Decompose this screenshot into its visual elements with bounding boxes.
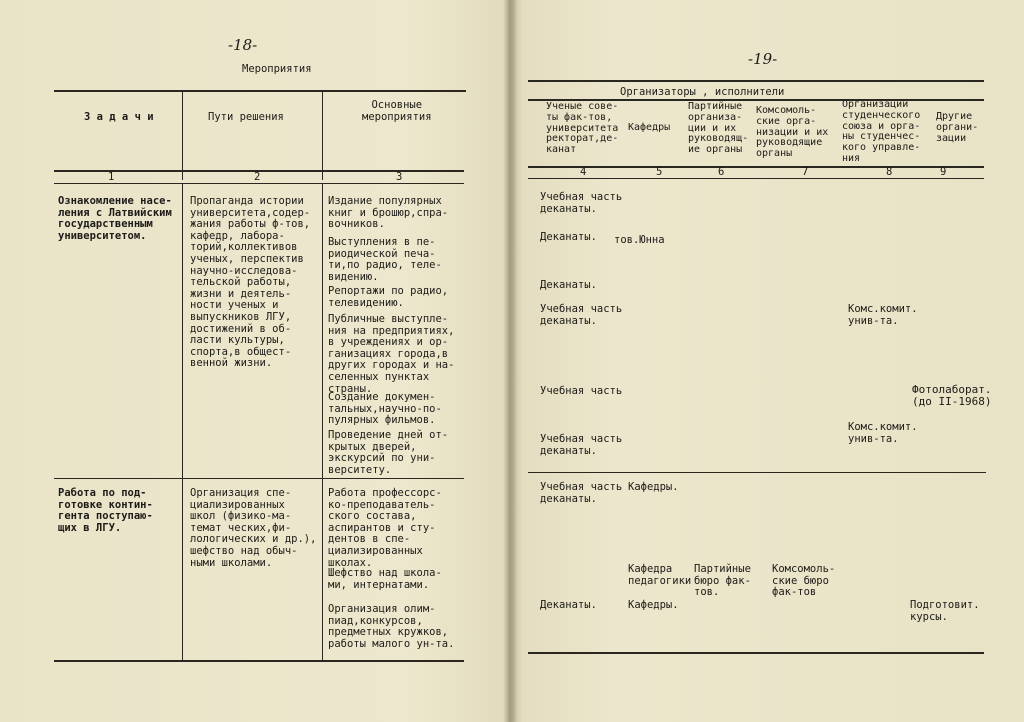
col-number: 4: [580, 166, 587, 178]
left-page: [0, 0, 510, 722]
left-heading: Мероприятия: [242, 63, 312, 75]
row1-measure: Публичные выступле- ния на предприятиях, в учреждениях и ор- ганизациях города,в других городах и на- селенных пунктах страны.: [328, 313, 455, 395]
row2-measure: Шефство над школа- ми, интернатами.: [328, 567, 442, 591]
entry-councils: Деканаты.: [540, 231, 597, 243]
col-header-departments: Кафедры: [628, 122, 671, 133]
entry-councils: Учебная часть деканаты.: [540, 303, 623, 327]
col-number: 7: [802, 166, 809, 178]
col-number: 1: [108, 171, 115, 183]
col-number: 2: [254, 171, 261, 183]
entry-councils: Учебная часть деканаты.: [540, 481, 623, 505]
row1-way: Пропаганда истории университета,содер- жания работы ф-тов, кафедр, лабора- торий,коллективов ученых, перспектив научно-исследова- тельской работы, жизни и деятель- ности ученых и выпускников ЛГУ, достижений в об- ласти культуры, спорта,в общест- венной жизни.: [190, 195, 311, 370]
row2-measure: Организация олим- пиад,конкурсов, предметных кружков, работы малого ун-та.: [328, 603, 455, 650]
entry-councils: Учебная часть деканаты.: [540, 433, 623, 457]
rule-numbers-bottom: [54, 183, 464, 184]
entry-student-union: Комс.комит. унив-та.: [848, 421, 918, 445]
rule-header-bottom: [528, 166, 984, 168]
entry-departments: Кафедры.: [628, 481, 679, 493]
entry-departments: Кафедра педагогики: [628, 563, 692, 587]
row1-measure: Издание популярных книг и брошюр,спра- вочников.: [328, 195, 449, 231]
row1-measure: Проведение дней от- крытых дверей, экскурсий по уни- верситету.: [328, 429, 449, 476]
col-header-komsomol: Комсомоль- ские орга- низации и их руководящие органы: [756, 105, 829, 160]
rule-bottom: [528, 652, 984, 654]
rule-col-divider: [322, 183, 323, 661]
col-number: 8: [886, 166, 893, 178]
rule-row-divider: [54, 478, 464, 479]
entry-councils: Деканаты.: [540, 279, 597, 291]
rule-col-divider: [182, 183, 183, 661]
col-number: 6: [718, 166, 725, 178]
entry-other: Подготовит. курсы.: [910, 599, 980, 623]
rule-bottom: [54, 660, 464, 662]
entry-komsomol: Комсомоль- ские бюро фак-тов: [772, 563, 836, 599]
entry-departments: тов.Юнна: [614, 234, 665, 246]
entry-councils: Учебная часть деканаты.: [540, 191, 623, 215]
row2-way: Организация спе- циализированных школ (физико-ма- темат ческих,фи- лологических и др.), шефство над обыч- ными школами.: [190, 487, 317, 569]
row2-measure: Работа профессорс- ко-преподаватель- ского состава, аспирантов и сту- дентов в спе- циализированных школах.: [328, 487, 442, 569]
rule-row-divider: [528, 472, 986, 473]
col-header-party: Партийные организа- ции и их руководящ- ие органы: [688, 101, 749, 156]
col-header-ways: Пути решения: [208, 111, 284, 123]
row1-measure: Создание докумен- тальных,научно-по- пулярных фильмов.: [328, 391, 442, 427]
right-heading: Организаторы , исполнители: [620, 86, 785, 98]
col-header-other: Другие органи- зации: [936, 111, 979, 144]
row1-task: Ознакомление насе- ления с Латвийским государственным университетом.: [58, 195, 172, 242]
col-header-councils: Ученые сове- ты фак-тов, университета ректорат,де- канат: [546, 101, 619, 156]
row1-measure: Выступления в пе- риодической печа- ти,по радио, теле- видению.: [328, 236, 442, 283]
col-header-tasks: З а д а ч и: [84, 111, 154, 123]
page-number-left: -18-: [228, 36, 258, 54]
page-number-right: -19-: [748, 50, 778, 68]
col-header-student-union: Организации студенческого союза и орга- ны студенчес- кого управле- ния: [842, 99, 921, 164]
rule-top: [528, 80, 984, 82]
entry-departments: Кафедры.: [628, 599, 679, 611]
rule-top: [54, 90, 466, 92]
col-number: 9: [940, 166, 947, 178]
col-number: 5: [656, 166, 663, 178]
right-page: [512, 0, 1024, 722]
row1-measure: Репортажи по радио, телевидению.: [328, 285, 449, 309]
col-number: 3: [396, 171, 403, 183]
entry-councils: Деканаты.: [540, 599, 597, 611]
col-header-main: Основные мероприятия: [362, 99, 432, 123]
row2-task: Работа по под- готовке контин- гента поступаю- щих в ЛГУ.: [58, 487, 153, 534]
entry-councils: Учебная часть: [540, 385, 623, 397]
entry-student-union: Комс.комит. унив-та.: [848, 303, 918, 327]
rule-col-divider: [182, 90, 183, 180]
entry-party: Партийные бюро фак- тов.: [694, 563, 751, 599]
rule-numbers-bottom: [528, 178, 984, 179]
entry-other: Фотолаборат. (до II-1968): [912, 383, 992, 408]
rule-col-divider: [322, 90, 323, 180]
